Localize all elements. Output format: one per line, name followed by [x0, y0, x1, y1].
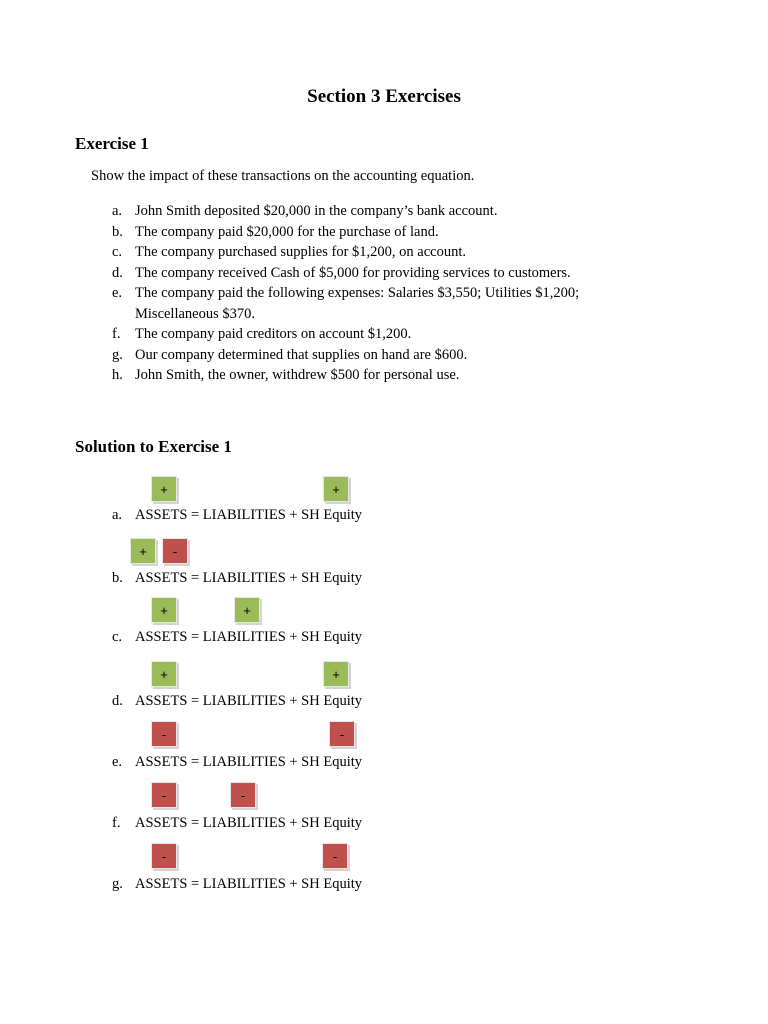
solution-row [112, 570, 362, 587]
plus-sign-box: + [151, 661, 177, 687]
accounting-equation: ASSETS = LIABILITIES + SH Equity [135, 507, 363, 523]
minus-sign-box: - [151, 721, 177, 747]
minus-sign-box: - [329, 721, 355, 747]
item-text: Our company determined that supplies on hand are $600. [135, 346, 468, 363]
plus-sign-box: + [323, 476, 349, 502]
row-letter: f. [112, 815, 121, 831]
accounting-equation: ASSETS = LIABILITIES + SH Equity [135, 693, 363, 709]
plus-sign-box: + [151, 597, 177, 623]
item-text: The company paid the following expenses: Salaries $3,550; Utilities $1,200; Miscellaneous $370. [135, 285, 580, 322]
item-text: The company paid creditors on account $1,200. [135, 326, 412, 342]
row-letter: b. [112, 570, 123, 586]
item-letter: g. [112, 346, 123, 363]
minus-sign-box: - [230, 782, 256, 808]
solution-heading: Solution to Exercise 1 [75, 437, 232, 456]
minus-sign-box: - [151, 843, 177, 869]
item-text: The company paid $20,000 for the purchase of land. [135, 223, 439, 240]
row-letter: a. [112, 507, 123, 523]
item-text: John Smith deposited $20,000 in the company’s bank account. [135, 203, 498, 219]
page-title: Section 3 Exercises [307, 86, 461, 107]
item-letter: a. [112, 203, 123, 219]
list-item [112, 222, 632, 243]
plus-sign-box: + [151, 476, 177, 502]
solution-row [112, 507, 362, 524]
item-letter: f. [112, 326, 121, 342]
list-item [112, 345, 632, 366]
row-letter: d. [112, 693, 123, 709]
solution-row [112, 876, 362, 893]
solution-row [112, 629, 362, 646]
plus-sign-box: + [234, 597, 260, 623]
accounting-equation: ASSETS = LIABILITIES + SH Equity [135, 876, 363, 892]
minus-sign-box: - [322, 843, 348, 869]
solution-row [112, 693, 362, 710]
row-letter: g. [112, 876, 123, 892]
accounting-equation: ASSETS = LIABILITIES + SH Equity [135, 629, 363, 645]
list-item [112, 201, 632, 222]
instructions: Show the impact of these transactions on the accounting equation. [91, 168, 475, 184]
plus-sign-box: + [323, 661, 349, 687]
list-item [112, 324, 632, 345]
accounting-equation: ASSETS = LIABILITIES + SH Equity [135, 754, 363, 770]
accounting-equation: ASSETS = LIABILITIES + SH Equity [135, 570, 363, 586]
list-item [112, 365, 632, 386]
item-letter: c. [112, 244, 123, 260]
minus-sign-box: - [151, 782, 177, 808]
item-text: John Smith, the owner, withdrew $500 for personal use. [135, 367, 460, 383]
list-item [112, 263, 632, 284]
item-text: The company received Cash of $5,000 for providing services to customers. [135, 264, 571, 281]
item-letter: d. [112, 264, 123, 281]
plus-sign-box: + [130, 538, 156, 564]
item-letter: h. [112, 367, 123, 383]
transaction-list [112, 201, 632, 386]
item-letter: b. [112, 223, 123, 240]
list-item [112, 242, 632, 263]
accounting-equation: ASSETS = LIABILITIES + SH Equity [135, 815, 363, 831]
row-letter: c. [112, 629, 123, 645]
solution-row [112, 754, 362, 771]
solution-row [112, 815, 362, 832]
item-letter: e. [112, 285, 123, 301]
minus-sign-box: - [162, 538, 188, 564]
item-text: The company purchased supplies for $1,200, on account. [135, 244, 466, 260]
row-letter: e. [112, 754, 123, 770]
exercise-heading: Exercise 1 [75, 134, 149, 153]
list-item [112, 283, 632, 324]
